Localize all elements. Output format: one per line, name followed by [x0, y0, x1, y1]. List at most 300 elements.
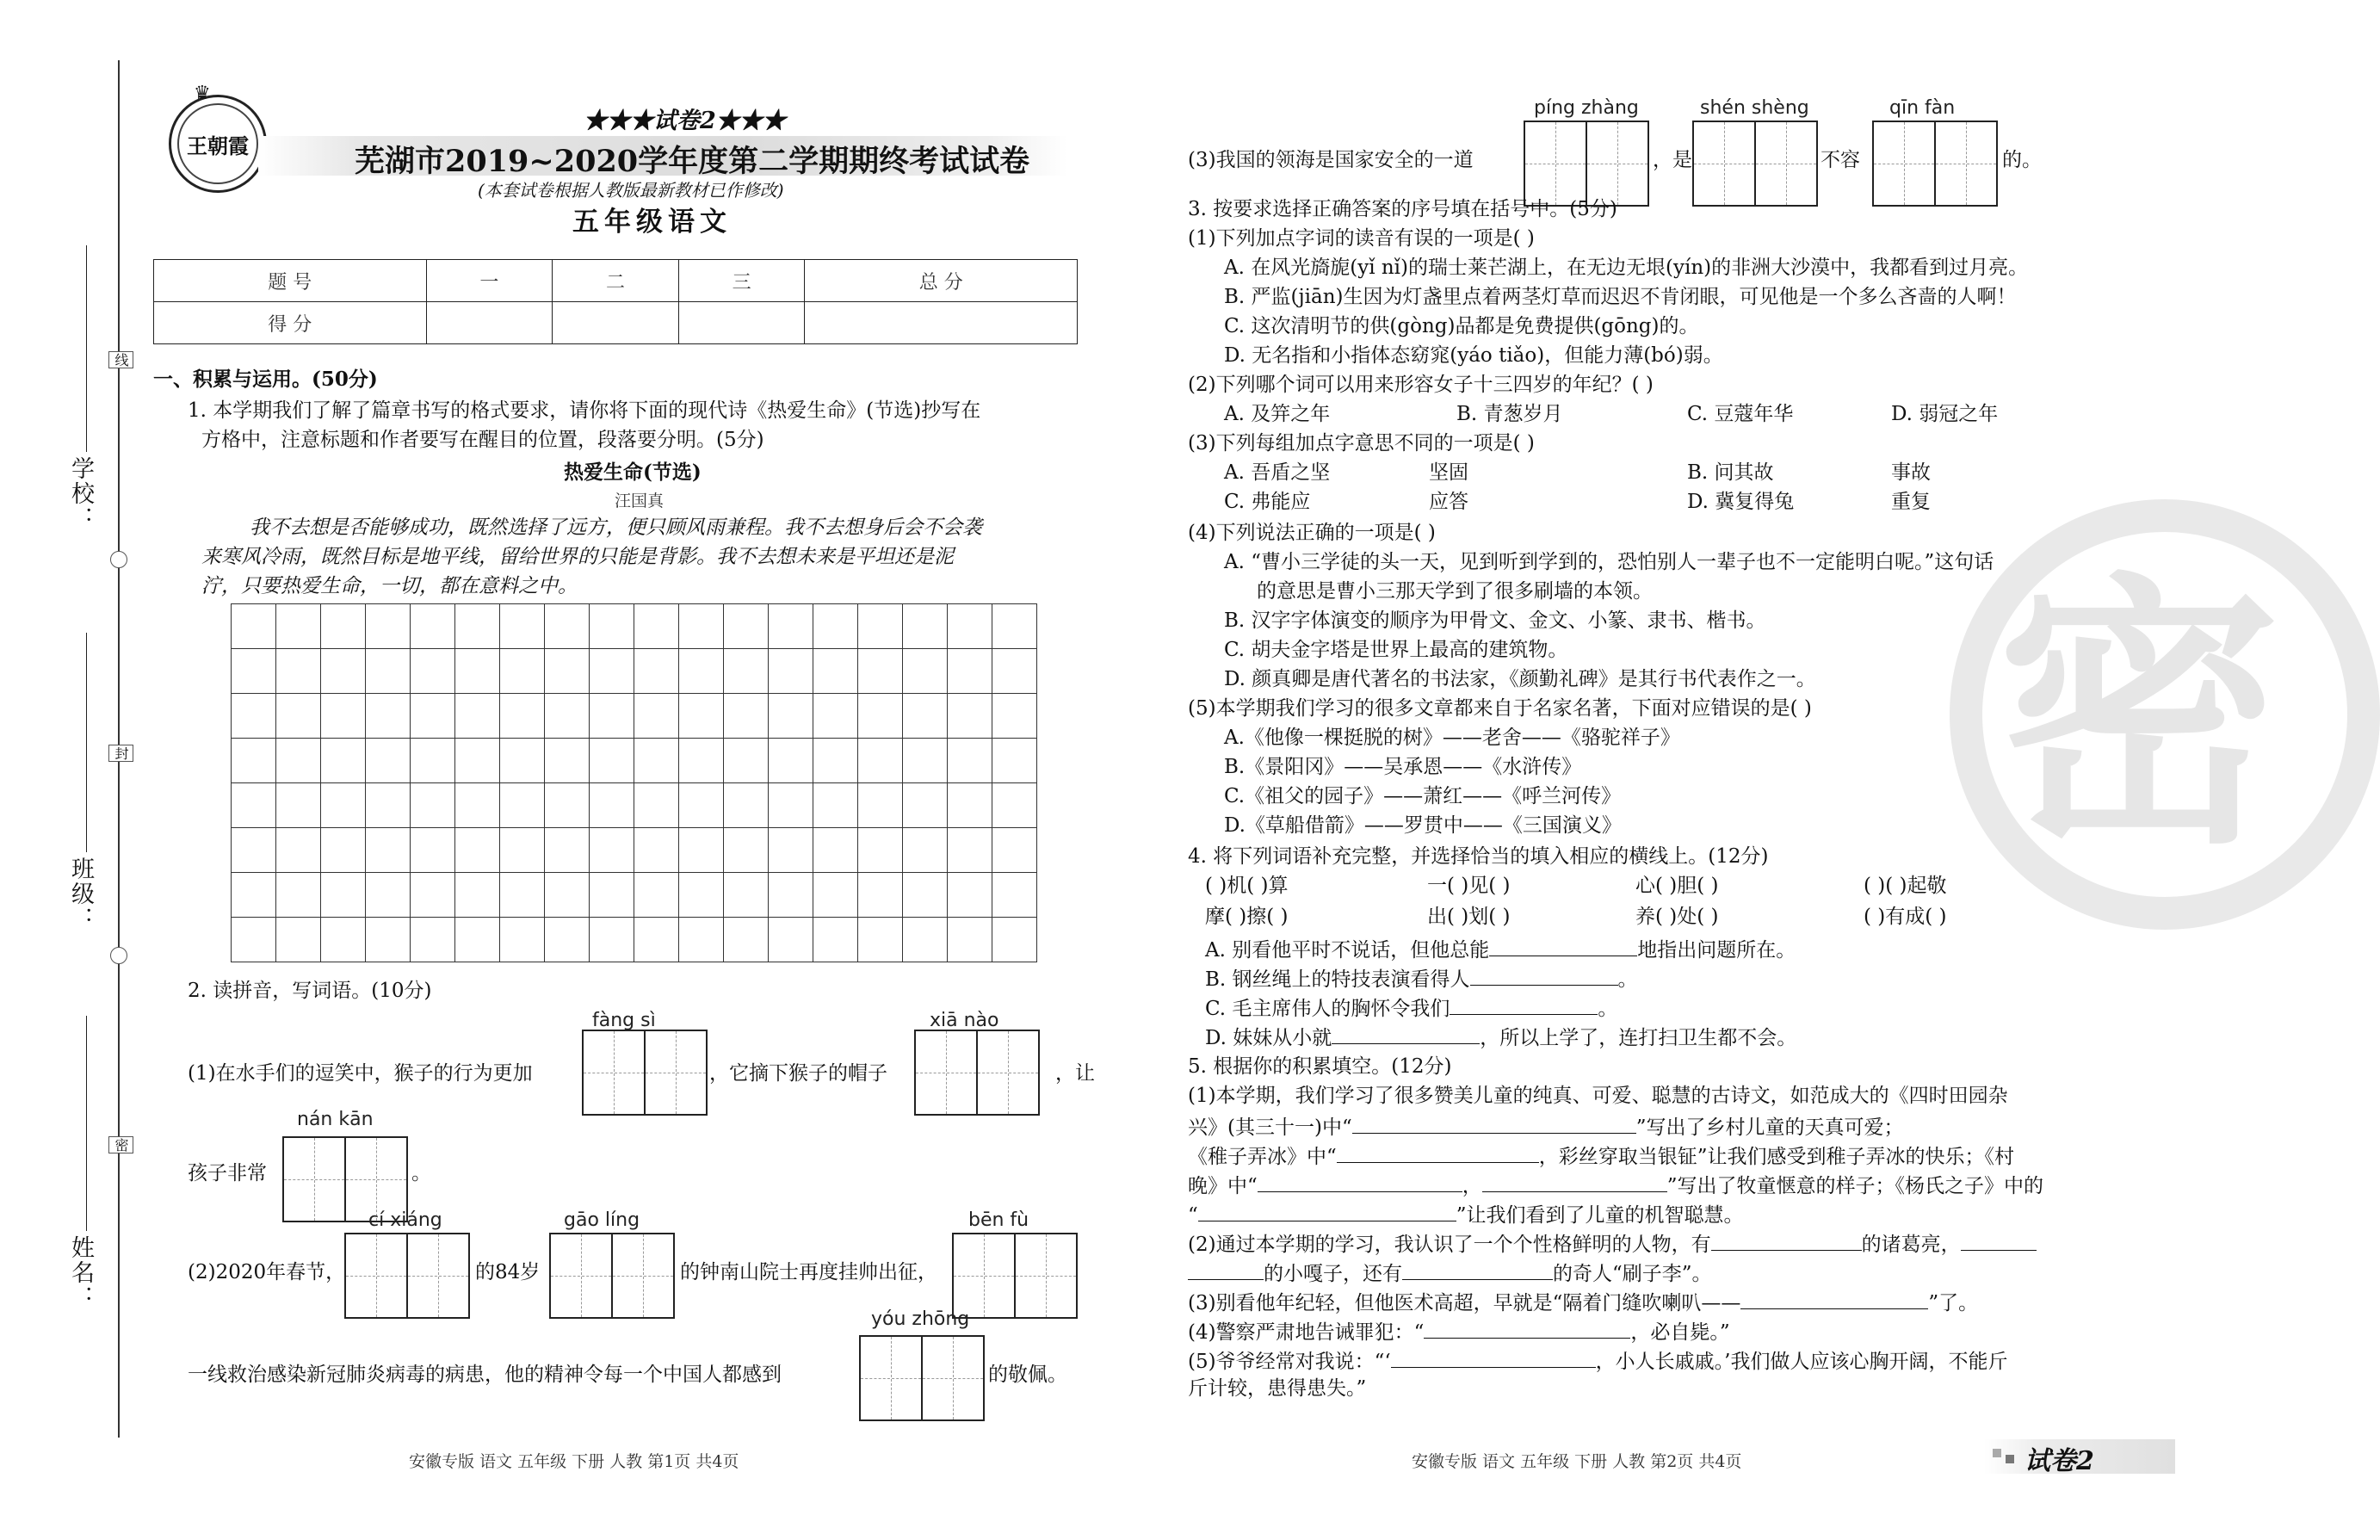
- grid-cell[interactable]: [276, 783, 321, 828]
- grid-cell[interactable]: [679, 783, 724, 828]
- q5-text: 的小嘎子，还有: [1264, 1263, 1402, 1285]
- grid-cell[interactable]: [545, 873, 590, 918]
- grid-cell[interactable]: [590, 604, 634, 649]
- grid-cell[interactable]: [276, 873, 321, 918]
- grid-cell[interactable]: [679, 828, 724, 873]
- grid-cell[interactable]: [455, 739, 500, 783]
- mark-mi: 密: [108, 1136, 133, 1153]
- grid-cell[interactable]: [321, 783, 366, 828]
- q4-text: A. 别看他平时不说话，但他总能: [1205, 939, 1490, 962]
- grid-cell[interactable]: [590, 739, 634, 783]
- idiom-blank[interactable]: 养( )处( ): [1635, 906, 1719, 928]
- grid-cell[interactable]: [948, 604, 992, 649]
- grid-cell[interactable]: [858, 873, 903, 918]
- q2-3-text: ，是: [1653, 149, 1692, 171]
- grid-cell[interactable]: [232, 783, 276, 828]
- option-word: 事故: [1891, 461, 1931, 484]
- grid-cell[interactable]: [411, 604, 455, 649]
- answer-boxes[interactable]: [582, 1030, 708, 1116]
- grid-cell[interactable]: [590, 828, 634, 873]
- grid-cell[interactable]: [903, 828, 948, 873]
- poem-title: 热爱生命(节选): [564, 461, 702, 484]
- grid-cell[interactable]: [813, 694, 858, 739]
- option[interactable]: A. 在风光旖旎(yǐ nǐ)的瑞士莱芒湖上，在无边无垠(yín)的非洲大沙漠中，我都看到过月亮。: [1224, 257, 2029, 279]
- pinyin-label: xiā nào: [930, 1010, 999, 1031]
- writing-grid[interactable]: [231, 603, 1037, 962]
- grid-cell[interactable]: [634, 604, 679, 649]
- grid-cell[interactable]: [455, 649, 500, 694]
- q4-text: 。: [1617, 968, 1638, 991]
- grid-cell[interactable]: [679, 649, 724, 694]
- grid-cell[interactable]: [366, 783, 411, 828]
- q2-2-text: (2)2020年春节，: [188, 1261, 346, 1283]
- score-cell: 得 分: [154, 302, 427, 344]
- q4-text: 地指出问题所在。: [1637, 939, 1796, 962]
- q5-text: (4)警察严肃地告诫罪犯：“: [1188, 1321, 1425, 1344]
- fill-blank[interactable]: [1198, 1198, 1456, 1221]
- grid-cell[interactable]: [545, 739, 590, 783]
- answer-boxes[interactable]: [1692, 121, 1818, 207]
- grid-cell[interactable]: [948, 783, 992, 828]
- q5-1-text: (1)本学期，我们学习了很多赞美儿童的纯真、可爱、聪慧的古诗文，如范成大的《四时田园杂: [1188, 1085, 2008, 1107]
- q5-4-line: [1188, 1315, 1730, 1347]
- stamp-char: 密: [1997, 547, 2281, 881]
- grid-cell[interactable]: [500, 604, 545, 649]
- name-label: 姓名：: [67, 1235, 94, 1310]
- option[interactable]: A. “曹小三学徒的头一天，见到听到学到的，恐怕别人一辈子也不一定能明白呢。”这句话: [1224, 551, 1994, 573]
- option-word: 重复: [1891, 491, 1931, 513]
- grid-cell[interactable]: [232, 873, 276, 918]
- option[interactable]: C. 胡夫金字塔是世界上最高的建筑物。: [1224, 639, 1568, 661]
- poem-author: 汪国真: [615, 492, 665, 510]
- grid-cell[interactable]: [903, 783, 948, 828]
- binding-hole-icon: [110, 947, 127, 964]
- grid-cell[interactable]: [455, 783, 500, 828]
- q4-sentence: [1205, 962, 1638, 994]
- option[interactable]: A.《他像一棵挺脱的树》——老舍——《骆驼祥子》: [1224, 727, 1680, 749]
- grid-cell[interactable]: [321, 604, 366, 649]
- grid-cell[interactable]: [679, 739, 724, 783]
- grid-cell[interactable]: [858, 694, 903, 739]
- grid-cell[interactable]: [411, 739, 455, 783]
- grid-cell[interactable]: [411, 694, 455, 739]
- grid-cell[interactable]: [321, 873, 366, 918]
- grid-cell[interactable]: [813, 828, 858, 873]
- option[interactable]: B. 汉字字体演变的顺序为甲骨文、金文、小篆、隶书、楷书。: [1224, 609, 1766, 632]
- grid-cell[interactable]: [545, 918, 590, 962]
- grid-cell[interactable]: [903, 694, 948, 739]
- grid-cell[interactable]: [545, 783, 590, 828]
- grid-cell[interactable]: [948, 828, 992, 873]
- option[interactable]: B.《景阳冈》——吴承恩——《水浒传》: [1224, 756, 1582, 778]
- q2-2-text: 的敬佩。: [988, 1364, 1067, 1386]
- grid-cell[interactable]: [948, 918, 992, 962]
- score-cell: 二: [553, 260, 679, 302]
- grid-cell[interactable]: [455, 694, 500, 739]
- grid-cell[interactable]: [634, 739, 679, 783]
- grid-row: [232, 828, 1037, 873]
- idiom-blank[interactable]: 一( )见( ): [1427, 875, 1511, 897]
- school-label: 学校：: [67, 456, 94, 531]
- q5-text: “: [1188, 1204, 1198, 1227]
- answer-boxes[interactable]: [952, 1233, 1078, 1319]
- exam-note: (本套试卷根据人教版最新教材已作修改): [478, 180, 784, 201]
- grid-cell[interactable]: [769, 649, 813, 694]
- q5-text: 《稚子弄冰》中“: [1188, 1146, 1337, 1168]
- q4-sentence: [1205, 1021, 1796, 1053]
- grid-cell[interactable]: [366, 649, 411, 694]
- grid-cell[interactable]: [455, 873, 500, 918]
- grid-cell[interactable]: [634, 828, 679, 873]
- grid-row: [232, 739, 1037, 783]
- grid-cell[interactable]: [232, 649, 276, 694]
- grid-cell[interactable]: [500, 783, 545, 828]
- q3-title: 3. 按要求选择正确答案的序号填在括号中。(5分): [1188, 198, 1617, 220]
- grid-cell[interactable]: [500, 828, 545, 873]
- grid-cell[interactable]: [545, 828, 590, 873]
- option-word: 应答: [1429, 491, 1468, 513]
- grid-cell[interactable]: [366, 828, 411, 873]
- grid-cell[interactable]: [411, 873, 455, 918]
- fill-blank[interactable]: [1337, 1140, 1539, 1163]
- q5-1-line: [1188, 1169, 2043, 1201]
- class-label: 班级：: [67, 857, 94, 931]
- idiom-blank[interactable]: ( )( )起敬: [1864, 875, 1947, 897]
- grid-cell[interactable]: [992, 783, 1037, 828]
- grid-cell[interactable]: [545, 649, 590, 694]
- grid-cell[interactable]: [769, 739, 813, 783]
- q4-text: B. 钢丝绳上的特技表演看得人: [1205, 968, 1470, 991]
- q5-2-line: [1188, 1257, 1712, 1289]
- grid-cell[interactable]: [411, 649, 455, 694]
- answer-boxes[interactable]: [549, 1233, 675, 1319]
- option[interactable]: C. 弗能应: [1224, 491, 1311, 513]
- q2-title: 2. 读拼音，写词语。(10分): [188, 980, 432, 1002]
- q3-2: (2)下列哪个词可以用来形容女子十三四岁的年纪？( ): [1188, 374, 1654, 396]
- q3-1: (1)下列加点字词的读音有误的一项是( ): [1188, 227, 1535, 250]
- option[interactable]: C.《祖父的园子》——萧红——《呼兰河传》: [1224, 785, 1622, 807]
- grid-cell[interactable]: [679, 873, 724, 918]
- grid-cell[interactable]: [500, 873, 545, 918]
- grid-cell[interactable]: [992, 739, 1037, 783]
- q5-1-line: [1188, 1140, 2014, 1172]
- pinyin-label: fàng sì: [592, 1010, 656, 1031]
- grid-cell[interactable]: [276, 694, 321, 739]
- q5-3-line: [1188, 1286, 1978, 1318]
- option[interactable]: D. 无名指和小指体态窈窕(yáo tiǎo)，但能力薄(bó)弱。: [1224, 344, 1723, 367]
- grid-cell[interactable]: [769, 918, 813, 962]
- answer-boxes[interactable]: [1524, 121, 1649, 207]
- grid-cell[interactable]: [276, 739, 321, 783]
- grid-cell[interactable]: [903, 918, 948, 962]
- grid-cell[interactable]: [634, 918, 679, 962]
- grid-cell[interactable]: [590, 873, 634, 918]
- q2-1-text: 孩子非常: [188, 1162, 267, 1184]
- grid-cell[interactable]: [545, 604, 590, 649]
- grid-cell[interactable]: [724, 604, 769, 649]
- fill-blank[interactable]: [1258, 1169, 1462, 1192]
- fill-blank[interactable]: [1391, 1345, 1596, 1368]
- grid-cell[interactable]: [411, 828, 455, 873]
- grid-cell[interactable]: [276, 918, 321, 962]
- grid-cell[interactable]: [992, 604, 1037, 649]
- q3-5: (5)本学期我们学习的很多文章都来自于名家名著，下面对应错误的是( ): [1188, 697, 1812, 720]
- q2-3-text: 的。: [2002, 149, 2042, 171]
- grid-cell[interactable]: [232, 828, 276, 873]
- grid-row: [232, 694, 1037, 739]
- fill-blank[interactable]: [1188, 1257, 1264, 1280]
- grid-cell[interactable]: [903, 739, 948, 783]
- option[interactable]: B. 青葱岁月: [1456, 403, 1563, 425]
- grid-cell[interactable]: [903, 604, 948, 649]
- grid-cell[interactable]: [321, 694, 366, 739]
- grid-cell[interactable]: [769, 828, 813, 873]
- fill-blank[interactable]: [1961, 1228, 2037, 1251]
- answer-boxes[interactable]: [1872, 121, 1998, 207]
- grid-cell[interactable]: [992, 649, 1037, 694]
- fill-blank[interactable]: [1470, 962, 1618, 986]
- grid-cell[interactable]: [590, 694, 634, 739]
- grid-cell[interactable]: [366, 694, 411, 739]
- score-table: [153, 259, 1078, 344]
- idiom-blank[interactable]: 心( )胆( ): [1635, 875, 1719, 897]
- grid-cell[interactable]: [411, 918, 455, 962]
- fill-blank[interactable]: [1332, 1021, 1480, 1044]
- grid-cell[interactable]: [724, 739, 769, 783]
- grid-cell[interactable]: [813, 873, 858, 918]
- grid-cell[interactable]: [366, 739, 411, 783]
- grid-row: [232, 918, 1037, 962]
- grid-cell[interactable]: [321, 828, 366, 873]
- q4-sentence: [1205, 933, 1796, 965]
- q2-2-text: 的钟南山院士再度挂帅出征，: [680, 1261, 937, 1283]
- answer-boxes[interactable]: [859, 1335, 985, 1421]
- answer-boxes[interactable]: [914, 1030, 1040, 1116]
- grid-cell[interactable]: [813, 739, 858, 783]
- grid-cell[interactable]: [992, 873, 1037, 918]
- pinyin-label: cí xiáng: [368, 1209, 442, 1231]
- answer-boxes[interactable]: [344, 1233, 470, 1319]
- corner-tag: 试卷2: [2025, 1446, 2094, 1476]
- grid-cell[interactable]: [724, 694, 769, 739]
- option[interactable]: D. 弱冠之年: [1891, 403, 1999, 425]
- grid-cell[interactable]: [679, 604, 724, 649]
- grid-cell[interactable]: [500, 918, 545, 962]
- score-input[interactable]: [426, 302, 553, 344]
- grid-cell[interactable]: [948, 739, 992, 783]
- q5-text: ，: [1462, 1175, 1482, 1197]
- grid-cell[interactable]: [455, 918, 500, 962]
- grid-cell[interactable]: [724, 828, 769, 873]
- q5-text: 晚》中“: [1188, 1175, 1258, 1197]
- q4-text: C. 毛主席伟人的胸怀令我们: [1205, 998, 1450, 1020]
- option[interactable]: C. 豆蔻年华: [1687, 403, 1794, 425]
- fill-blank[interactable]: [1402, 1257, 1553, 1280]
- q4-text: ，所以上学了，连打扫卫生都不会。: [1480, 1027, 1797, 1049]
- grid-cell[interactable]: [724, 649, 769, 694]
- grid-cell[interactable]: [724, 918, 769, 962]
- section-1-heading: 一、积累与运用。(50分): [153, 368, 378, 391]
- grid-cell[interactable]: [232, 694, 276, 739]
- option[interactable]: D.《草船借箭》——罗贯中——《三国演义》: [1224, 814, 1622, 837]
- paper-tag: ★★★试卷2★★★: [584, 108, 786, 134]
- grid-cell[interactable]: [858, 649, 903, 694]
- idiom-blank[interactable]: 出( )划( ): [1427, 906, 1511, 928]
- grid-cell[interactable]: [992, 918, 1037, 962]
- idiom-blank[interactable]: ( )有成( ): [1864, 906, 1947, 928]
- grid-cell[interactable]: [500, 649, 545, 694]
- pinyin-label: píng zhàng: [1534, 97, 1639, 119]
- option[interactable]: B. 问其故: [1687, 461, 1774, 484]
- grid-cell[interactable]: [724, 873, 769, 918]
- score-input[interactable]: [678, 302, 805, 344]
- grid-cell[interactable]: [634, 873, 679, 918]
- q5-5-line: [1188, 1345, 2007, 1376]
- fill-blank[interactable]: [1489, 933, 1637, 956]
- grid-cell[interactable]: [500, 739, 545, 783]
- idiom-blank[interactable]: 摩( )擦( ): [1205, 906, 1289, 928]
- grid-cell[interactable]: [903, 649, 948, 694]
- grid-cell[interactable]: [858, 918, 903, 962]
- q2-3-text: 不容: [1821, 149, 1860, 171]
- q5-text: (5)爷爷经常对我说：“‘: [1188, 1351, 1391, 1373]
- option[interactable]: C. 这次清明节的供(gòng)品都是免费提供(gōng)的。: [1224, 315, 1699, 337]
- q5-5-text: 斤计较，患得患失。”: [1188, 1377, 1367, 1400]
- score-input[interactable]: [553, 302, 679, 344]
- exam-title: 芜湖市2019~2020学年度第二学期期终考试试卷: [355, 144, 1030, 179]
- fill-blank[interactable]: [1482, 1169, 1667, 1192]
- grid-cell[interactable]: [411, 783, 455, 828]
- score-input[interactable]: [805, 302, 1078, 344]
- square-icon: [2006, 1455, 2014, 1463]
- grid-cell[interactable]: [769, 604, 813, 649]
- q2-2-text: 的84岁: [475, 1261, 541, 1283]
- grid-cell[interactable]: [992, 694, 1037, 739]
- grid-cell[interactable]: [634, 694, 679, 739]
- grid-cell[interactable]: [679, 694, 724, 739]
- square-icon: [1993, 1449, 2001, 1457]
- grid-cell[interactable]: [903, 873, 948, 918]
- q5-text: ，必自毙。”: [1630, 1321, 1730, 1344]
- option[interactable]: D. 颜真卿是唐代著名的书法家，《颜勤礼碑》是其行书代表作之一。: [1224, 668, 1816, 690]
- q5-text: ”写出了牧童惬意的样子；《杨氏之子》中的: [1666, 1175, 2044, 1197]
- grid-cell[interactable]: [232, 918, 276, 962]
- poem-line: 我不去想是否能够成功，既然选择了远方，便只顾风雨兼程。我不去想身后会不会袭: [250, 516, 982, 539]
- grid-cell[interactable]: [276, 649, 321, 694]
- option[interactable]: A. 吾盾之坚: [1224, 461, 1331, 484]
- grid-cell[interactable]: [679, 918, 724, 962]
- q3-3: (3)下列每组加点字意思不同的一项是( ): [1188, 432, 1535, 455]
- page-footer: 安徽专版 语文 五年级 下册 人教 第1页 共4页: [409, 1452, 739, 1471]
- fill-blank[interactable]: [1352, 1110, 1636, 1134]
- grid-cell[interactable]: [813, 604, 858, 649]
- grid-cell[interactable]: [769, 873, 813, 918]
- grid-cell[interactable]: [813, 783, 858, 828]
- crown-icon: ♛: [194, 83, 211, 104]
- grid-cell[interactable]: [366, 604, 411, 649]
- option-word: 坚固: [1429, 461, 1468, 484]
- grid-cell[interactable]: [321, 739, 366, 783]
- grid-cell[interactable]: [769, 783, 813, 828]
- mark-feng: 封: [108, 745, 133, 762]
- grid-cell[interactable]: [813, 649, 858, 694]
- q4-title: 4. 将下列词语补充完整，并选择恰当的填入相应的横线上。(12分): [1188, 845, 1769, 868]
- grid-cell[interactable]: [455, 604, 500, 649]
- grid-cell[interactable]: [634, 783, 679, 828]
- fill-blank[interactable]: [1740, 1286, 1928, 1309]
- grid-cell[interactable]: [321, 918, 366, 962]
- grid-cell[interactable]: [545, 694, 590, 739]
- pinyin-label: gāo líng: [564, 1209, 640, 1231]
- q2-1-text: 。: [411, 1162, 431, 1184]
- grid-cell[interactable]: [276, 828, 321, 873]
- grid-cell[interactable]: [858, 739, 903, 783]
- grid-cell[interactable]: [769, 694, 813, 739]
- q4-text: 。: [1598, 998, 1618, 1020]
- fill-blank[interactable]: [1450, 992, 1598, 1015]
- grid-row: [232, 873, 1037, 918]
- grid-cell[interactable]: [500, 694, 545, 739]
- fill-blank[interactable]: [1424, 1315, 1630, 1339]
- pinyin-label: shén shèng: [1700, 97, 1809, 119]
- grid-cell[interactable]: [321, 649, 366, 694]
- grid-cell[interactable]: [858, 604, 903, 649]
- option[interactable]: B. 严监(jiān)生因为灯盏里点着两茎灯草而迟迟不肯闭眼，可见他是一个多么吝啬的人啊！: [1224, 286, 2017, 308]
- grid-cell[interactable]: [366, 873, 411, 918]
- q2-1-text: (1)在水手们的逗笑中，猴子的行为更加: [188, 1062, 533, 1085]
- q5-text: ”让我们看到了儿童的机智聪慧。: [1456, 1204, 1744, 1227]
- grid-cell[interactable]: [813, 918, 858, 962]
- grid-cell[interactable]: [948, 694, 992, 739]
- q2-3-text: (3)我国的领海是国家安全的一道: [1188, 149, 1474, 171]
- class-blank[interactable]: [86, 633, 87, 852]
- fill-blank[interactable]: [1711, 1228, 1862, 1251]
- q2-2-text: 一线救治感染新冠肺炎病毒的病患，他的精神令每一个中国人都感到: [188, 1364, 782, 1386]
- q1-text: 方格中，注意标题和作者要写在醒目的位置，段落要分明。(5分): [201, 429, 764, 451]
- poem-line: 泞，只要热爱生命，一切，都在意料之中。: [201, 575, 578, 597]
- grid-cell[interactable]: [724, 783, 769, 828]
- pinyin-label: nán kān: [297, 1109, 374, 1130]
- grid-cell[interactable]: [634, 649, 679, 694]
- option-cont: 的意思是曹小三那天学到了很多刷墙的本领。: [1257, 580, 1653, 603]
- grid-cell[interactable]: [276, 604, 321, 649]
- grid-cell[interactable]: [590, 918, 634, 962]
- grid-cell[interactable]: [455, 828, 500, 873]
- idiom-blank[interactable]: ( )机( )算: [1205, 875, 1289, 897]
- grid-cell[interactable]: [590, 649, 634, 694]
- grid-cell[interactable]: [992, 828, 1037, 873]
- pinyin-label: bēn fù: [968, 1209, 1029, 1231]
- name-blank[interactable]: [86, 1016, 87, 1231]
- option[interactable]: A. 及笄之年: [1224, 403, 1331, 425]
- subject-title: 五年级语文: [572, 207, 732, 238]
- grid-cell[interactable]: [948, 649, 992, 694]
- q5-text: ”了。: [1928, 1292, 1979, 1314]
- grid-cell[interactable]: [232, 604, 276, 649]
- q5-text: (2)通过本学期的学习，我认识了一个个性格鲜明的人物，有: [1188, 1234, 1711, 1256]
- grid-cell[interactable]: [590, 783, 634, 828]
- binding-hole-icon: [110, 551, 127, 568]
- grid-cell[interactable]: [858, 783, 903, 828]
- option[interactable]: D. 冀复得兔: [1687, 491, 1795, 513]
- grid-cell[interactable]: [858, 828, 903, 873]
- grid-cell[interactable]: [948, 873, 992, 918]
- grid-row: [232, 604, 1037, 649]
- pinyin-label: qīn fàn: [1889, 97, 1956, 119]
- grid-cell[interactable]: [232, 739, 276, 783]
- grid-cell[interactable]: [366, 918, 411, 962]
- school-blank[interactable]: [86, 245, 87, 452]
